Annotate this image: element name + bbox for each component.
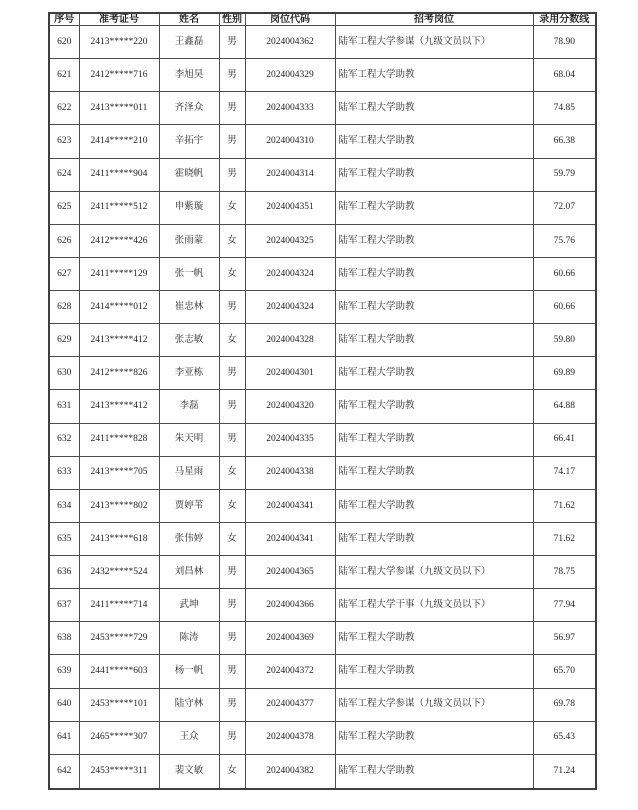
cell-serial: 624 <box>49 158 79 191</box>
cell-job-title: 陆军工程大学助教 <box>335 125 533 158</box>
table-row <box>49 556 596 589</box>
cell-job-code: 2024004333 <box>245 92 335 125</box>
cell-score: 56.97 <box>533 622 596 655</box>
table-row <box>49 423 596 456</box>
col-header-serial: 序号 <box>49 13 79 26</box>
cell-job-title: 陆军工程大学助教 <box>335 423 533 456</box>
cell-score: 60.66 <box>533 291 596 324</box>
cell-ticket-no: 2412*****426 <box>79 224 159 257</box>
cell-name: 马星雨 <box>159 456 219 489</box>
cell-ticket-no: 2413*****802 <box>79 489 159 522</box>
cell-ticket-no: 2413*****011 <box>79 92 159 125</box>
cell-gender: 女 <box>219 754 245 789</box>
cell-serial: 625 <box>49 191 79 224</box>
table-row <box>49 59 596 92</box>
col-header-job-code: 岗位代码 <box>245 13 335 26</box>
cell-gender: 男 <box>219 291 245 324</box>
cell-ticket-no: 2453*****729 <box>79 622 159 655</box>
cell-gender: 女 <box>219 489 245 522</box>
col-header-name: 姓名 <box>159 13 219 26</box>
cell-name: 崔忠林 <box>159 291 219 324</box>
cell-job-code: 2024004329 <box>245 59 335 92</box>
cell-job-code: 2024004351 <box>245 191 335 224</box>
cell-score: 74.17 <box>533 456 596 489</box>
cell-name: 裴文敏 <box>159 754 219 789</box>
cell-job-code: 2024004366 <box>245 589 335 622</box>
cell-job-title: 陆军工程大学助教 <box>335 224 533 257</box>
table-row <box>49 622 596 655</box>
cell-gender: 男 <box>219 655 245 688</box>
cell-job-title: 陆军工程大学助教 <box>335 721 533 754</box>
cell-score: 77.94 <box>533 589 596 622</box>
cell-score: 72.07 <box>533 191 596 224</box>
cell-name: 齐泽众 <box>159 92 219 125</box>
cell-gender: 女 <box>219 456 245 489</box>
cell-gender: 女 <box>219 191 245 224</box>
table-row <box>49 456 596 489</box>
cell-name: 李旭昊 <box>159 59 219 92</box>
cell-job-title: 陆军工程大学助教 <box>335 754 533 789</box>
cell-ticket-no: 2414*****210 <box>79 125 159 158</box>
cell-job-title: 陆军工程大学助教 <box>335 489 533 522</box>
table-row <box>49 291 596 324</box>
cell-serial: 631 <box>49 390 79 423</box>
table-header <box>49 13 596 26</box>
cell-job-code: 2024004341 <box>245 522 335 555</box>
cell-job-code: 2024004369 <box>245 622 335 655</box>
cell-serial: 621 <box>49 59 79 92</box>
col-header-score: 录用分数线 <box>533 13 596 26</box>
cell-score: 71.24 <box>533 754 596 789</box>
table-row <box>49 26 596 59</box>
cell-job-code: 2024004365 <box>245 556 335 589</box>
cell-job-title: 陆军工程大学助教 <box>335 456 533 489</box>
cell-ticket-no: 2413*****412 <box>79 324 159 357</box>
cell-score: 78.75 <box>533 556 596 589</box>
cell-serial: 641 <box>49 721 79 754</box>
table-row <box>49 125 596 158</box>
cell-job-code: 2024004324 <box>245 257 335 290</box>
table-row <box>49 257 596 290</box>
cell-serial: 623 <box>49 125 79 158</box>
table-row <box>49 224 596 257</box>
cell-score: 69.78 <box>533 688 596 721</box>
cell-serial: 634 <box>49 489 79 522</box>
cell-name: 申紫璇 <box>159 191 219 224</box>
cell-job-title: 陆军工程大学助教 <box>335 357 533 390</box>
col-header-ticket-no: 准考证号 <box>79 13 159 26</box>
cell-name: 贾婷苇 <box>159 489 219 522</box>
table-row <box>49 655 596 688</box>
cell-job-code: 2024004338 <box>245 456 335 489</box>
table-row <box>49 158 596 191</box>
cell-job-code: 2024004378 <box>245 721 335 754</box>
cell-score: 64.88 <box>533 390 596 423</box>
cell-job-title: 陆军工程大学助教 <box>335 291 533 324</box>
cell-score: 60.66 <box>533 257 596 290</box>
cell-ticket-no: 2411*****904 <box>79 158 159 191</box>
cell-job-title: 陆军工程大学参谋（九级文员以下） <box>335 556 533 589</box>
cell-gender: 男 <box>219 125 245 158</box>
cell-gender: 男 <box>219 622 245 655</box>
cell-name: 辛拓宇 <box>159 125 219 158</box>
cell-score: 59.79 <box>533 158 596 191</box>
table-body <box>49 26 596 790</box>
cell-score: 69.89 <box>533 357 596 390</box>
table-row <box>49 390 596 423</box>
cell-job-code: 2024004335 <box>245 423 335 456</box>
cell-serial: 630 <box>49 357 79 390</box>
cell-gender: 女 <box>219 257 245 290</box>
cell-job-title: 陆军工程大学干事（九级文员以下） <box>335 589 533 622</box>
cell-serial: 638 <box>49 622 79 655</box>
cell-gender: 男 <box>219 158 245 191</box>
cell-job-code: 2024004320 <box>245 390 335 423</box>
cell-job-code: 2024004362 <box>245 26 335 59</box>
cell-ticket-no: 2411*****714 <box>79 589 159 622</box>
cell-gender: 男 <box>219 357 245 390</box>
cell-name: 张雨蒙 <box>159 224 219 257</box>
cell-serial: 627 <box>49 257 79 290</box>
cell-job-title: 陆军工程大学助教 <box>335 158 533 191</box>
cell-gender: 男 <box>219 92 245 125</box>
cell-job-code: 2024004341 <box>245 489 335 522</box>
cell-job-code: 2024004301 <box>245 357 335 390</box>
cell-job-title: 陆军工程大学助教 <box>335 92 533 125</box>
cell-ticket-no: 2441*****603 <box>79 655 159 688</box>
cell-score: 78.90 <box>533 26 596 59</box>
table-row <box>49 324 596 357</box>
cell-name: 朱天明 <box>159 423 219 456</box>
cell-score: 71.62 <box>533 489 596 522</box>
cell-score: 71.62 <box>533 522 596 555</box>
cell-name: 刘昌林 <box>159 556 219 589</box>
cell-name: 李亚栋 <box>159 357 219 390</box>
table-row <box>49 191 596 224</box>
header-row <box>49 13 596 26</box>
cell-score: 65.70 <box>533 655 596 688</box>
cell-serial: 629 <box>49 324 79 357</box>
table-row <box>49 589 596 622</box>
cell-gender: 男 <box>219 589 245 622</box>
cell-ticket-no: 2413*****618 <box>79 522 159 555</box>
cell-ticket-no: 2413*****412 <box>79 390 159 423</box>
cell-gender: 男 <box>219 556 245 589</box>
cell-name: 张志敏 <box>159 324 219 357</box>
cell-serial: 637 <box>49 589 79 622</box>
cell-serial: 620 <box>49 26 79 59</box>
cell-name: 陈涛 <box>159 622 219 655</box>
cell-gender: 男 <box>219 26 245 59</box>
cell-name: 张伟婷 <box>159 522 219 555</box>
cell-name: 王鑫磊 <box>159 26 219 59</box>
cell-gender: 男 <box>219 390 245 423</box>
table-row <box>49 489 596 522</box>
cell-score: 59.80 <box>533 324 596 357</box>
cell-name: 武坤 <box>159 589 219 622</box>
table-row <box>49 522 596 555</box>
cell-score: 68.04 <box>533 59 596 92</box>
table-row <box>49 754 596 789</box>
table-row <box>49 357 596 390</box>
cell-job-code: 2024004377 <box>245 688 335 721</box>
cell-score: 75.76 <box>533 224 596 257</box>
cell-job-title: 陆军工程大学参谋（九级文员以下） <box>335 688 533 721</box>
cell-job-title: 陆军工程大学助教 <box>335 655 533 688</box>
cell-ticket-no: 2414*****012 <box>79 291 159 324</box>
cell-ticket-no: 2453*****101 <box>79 688 159 721</box>
cell-job-code: 2024004324 <box>245 291 335 324</box>
cell-job-title: 陆军工程大学助教 <box>335 390 533 423</box>
cell-gender: 女 <box>219 522 245 555</box>
cell-job-title: 陆军工程大学助教 <box>335 191 533 224</box>
cell-ticket-no: 2453*****311 <box>79 754 159 789</box>
cell-score: 66.41 <box>533 423 596 456</box>
cell-gender: 男 <box>219 423 245 456</box>
cell-job-title: 陆军工程大学助教 <box>335 59 533 92</box>
cell-job-code: 2024004310 <box>245 125 335 158</box>
cell-gender: 男 <box>219 721 245 754</box>
cell-serial: 633 <box>49 456 79 489</box>
col-header-gender: 性别 <box>219 13 245 26</box>
table-row <box>49 92 596 125</box>
cell-name: 王众 <box>159 721 219 754</box>
cell-ticket-no: 2413*****220 <box>79 26 159 59</box>
col-header-job-title: 招考岗位 <box>335 13 533 26</box>
cell-job-title: 陆军工程大学参谋（九级文员以下） <box>335 26 533 59</box>
cell-gender: 女 <box>219 324 245 357</box>
cell-ticket-no: 2411*****828 <box>79 423 159 456</box>
cell-serial: 622 <box>49 92 79 125</box>
cell-name: 陆守林 <box>159 688 219 721</box>
cell-name: 张一帆 <box>159 257 219 290</box>
cell-ticket-no: 2413*****705 <box>79 456 159 489</box>
cell-job-title: 陆军工程大学助教 <box>335 324 533 357</box>
cell-name: 李磊 <box>159 390 219 423</box>
cell-job-code: 2024004314 <box>245 158 335 191</box>
cell-ticket-no: 2432*****524 <box>79 556 159 589</box>
cell-score: 74.85 <box>533 92 596 125</box>
cell-name: 霍晓帆 <box>159 158 219 191</box>
cell-job-code: 2024004382 <box>245 754 335 789</box>
cell-serial: 640 <box>49 688 79 721</box>
cell-serial: 642 <box>49 754 79 789</box>
cell-ticket-no: 2412*****716 <box>79 59 159 92</box>
cell-gender: 男 <box>219 688 245 721</box>
table-row <box>49 688 596 721</box>
cell-job-code: 2024004328 <box>245 324 335 357</box>
cell-ticket-no: 2465*****307 <box>79 721 159 754</box>
cell-ticket-no: 2412*****826 <box>79 357 159 390</box>
cell-job-code: 2024004325 <box>245 224 335 257</box>
cell-job-title: 陆军工程大学助教 <box>335 257 533 290</box>
cell-score: 66.38 <box>533 125 596 158</box>
cell-ticket-no: 2411*****512 <box>79 191 159 224</box>
cell-gender: 女 <box>219 224 245 257</box>
cell-serial: 632 <box>49 423 79 456</box>
cell-serial: 626 <box>49 224 79 257</box>
cell-serial: 636 <box>49 556 79 589</box>
cell-gender: 男 <box>219 59 245 92</box>
table-row <box>49 721 596 754</box>
cell-job-code: 2024004372 <box>245 655 335 688</box>
cell-job-title: 陆军工程大学助教 <box>335 522 533 555</box>
cell-serial: 628 <box>49 291 79 324</box>
cell-name: 杨一帆 <box>159 655 219 688</box>
score-table <box>48 12 597 790</box>
cell-ticket-no: 2411*****129 <box>79 257 159 290</box>
cell-serial: 635 <box>49 522 79 555</box>
cell-job-title: 陆军工程大学助教 <box>335 622 533 655</box>
cell-serial: 639 <box>49 655 79 688</box>
cell-score: 65.43 <box>533 721 596 754</box>
